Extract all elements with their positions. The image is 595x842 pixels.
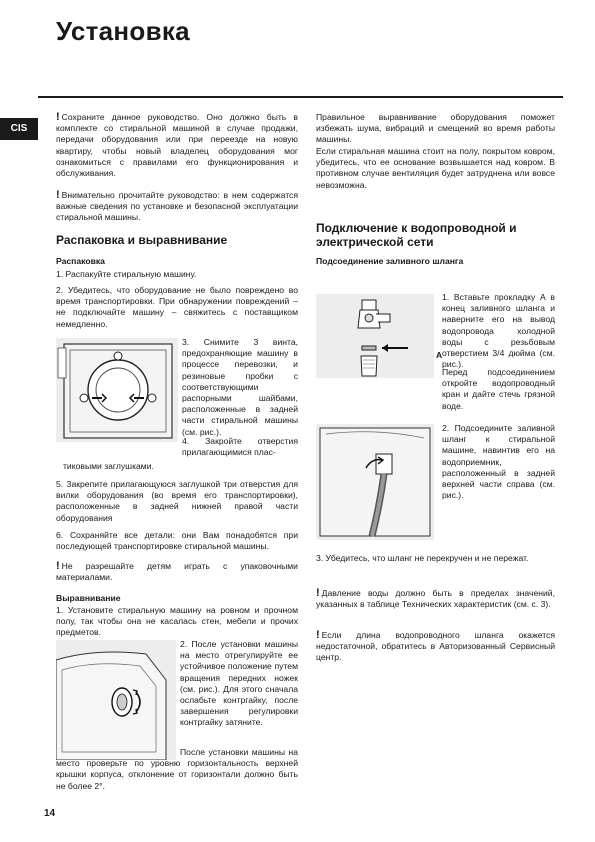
hose-step-1b: Перед подсоединением откройте водопроводный кран и дайте стечь грязной воде. [442,367,555,411]
level-step-3: После установки машины на место проверьте по уровню горизонтальность верхней крышки корпуса, отклонение от горизонтали должно быть не более 2°. [56,747,298,791]
level-step-2: 2. После установки машины на место отрегулируйте ее устойчивое положение путем вращения передних ножек (см. рис.). Для этого сначала ослабьте контргайку, после завершения регулировки контргайку затяните. [180,639,298,728]
foot-adjust-illustration [56,640,176,760]
level-step-1: 1. Установите стиральную машину на ровном и прочном полу, так чтобы она не касалась стен, мебели и прочих предметов. [56,605,298,638]
right-paragraph-1: Правильное выравнивание оборудования поможет избежать шума, вибраций и смещений во время работы машины. [316,112,555,145]
warning-icon: ! [56,189,60,201]
warning-length: ! Если длина водопроводного шланга окажется недостаточной, обратитесь в Авторизованный Сервисный центр. [316,629,555,663]
title-rule [38,96,563,98]
subheading-hose: Подсоединение заливного шланга [316,256,464,266]
step-4b: тиковыми заглушками. [63,461,154,471]
warning-pressure: ! Давление воды должно быть в пределах значений, указанных в таблице Технических характеристик (см. с. 3). [316,587,555,610]
figure-hose-connect [316,424,434,540]
step-2: 2. Убедитесь, что оборудование не было повреждено во время транспортировки. При обнаружении повреждений – не подключайте машину – свяжитесь с поставщиком немедленно. [56,285,298,329]
tap-gasket-illustration [316,294,434,378]
subheading-unpack: Распаковка [56,256,105,266]
section-title-unpack: Распаковка и выравнивание [56,233,228,247]
warning-children: ! Не разрешайте детям играть с упаковочными материалами. [56,560,298,583]
hose-connect-illustration [316,424,434,540]
step-6: 6. Сохраняйте все детали: они Вам понадобятся при последующей транспортировке стиральной машины. [56,530,298,552]
warning-icon: ! [316,629,320,641]
step-1: 1. Распакуйте стиральную машину. [56,269,197,279]
label-gasket-a: A [436,350,443,360]
section-title-connect: Подключение к водопроводной и электрической сети [316,221,517,249]
step-3: 3. Снимите 3 винта, предохраняющие машину в процессе перевозки, и резиновые пробки с соответствующими распорными шайбами, расположенные в задней части стиральной машины (см. рис.). [182,337,298,437]
figure-machine-back [56,338,178,442]
page-number: 14 [44,808,56,819]
hose-step-1: 1. Вставьте прокладку А в конец заливного шланга и наверните его на вывод водопровода холодной воды с резьбовым отверстием 3/4 дюйма (см. рис.). [442,292,555,370]
intro-note-1: ! Сохраните данное руководство. Оно должно быть в комплекте со стиральной машиной в случае продажи, передачи оборудования или при переезде на новую квартиру, чтобы новый владелец оборудования мог ознакомиться с правилами его функционирования и обслуживания. [56,111,298,179]
warning-icon: ! [56,111,60,123]
language-tab: CIS [0,118,38,140]
hose-step-2: 2. Подсоедините заливной шланг к стиральной машине, навинтив его на водоприемник, расположенный в задней верхней части справа (см. рис.). [442,423,555,501]
figure-tap-gasket [316,294,434,378]
subheading-level: Выравнивание [56,593,121,603]
right-paragraph-2: Если стиральная машина стоит на полу, покрытом ковром, убедитесь, что ее основание возвышается над ковром. В противном случае вентиляция будет затруднена или вовсе невозможна. [316,146,555,190]
machine-back-illustration [56,338,178,442]
step-4a: 4. Закройте отверстия прилагающимися плас- [182,436,298,458]
step-5: 5. Закрепите прилагающуюся заглушкой три отверстия для вилки оборудования (во время его транспортировки), расположенные в задней нижней правой части оборудования [56,479,298,523]
page-title: Установка [56,16,190,46]
warning-icon: ! [316,587,320,599]
intro-note-2: ! Внимательно прочитайте руководство: в нем содержатся важные сведения по установке и безопасной эксплуатации стиральной машины. [56,189,298,223]
hose-step-3: 3. Убедитесь, что шланг не перекручен и не пережат. [316,553,529,563]
figure-foot-adjust [56,640,176,760]
warning-icon: ! [56,560,60,572]
